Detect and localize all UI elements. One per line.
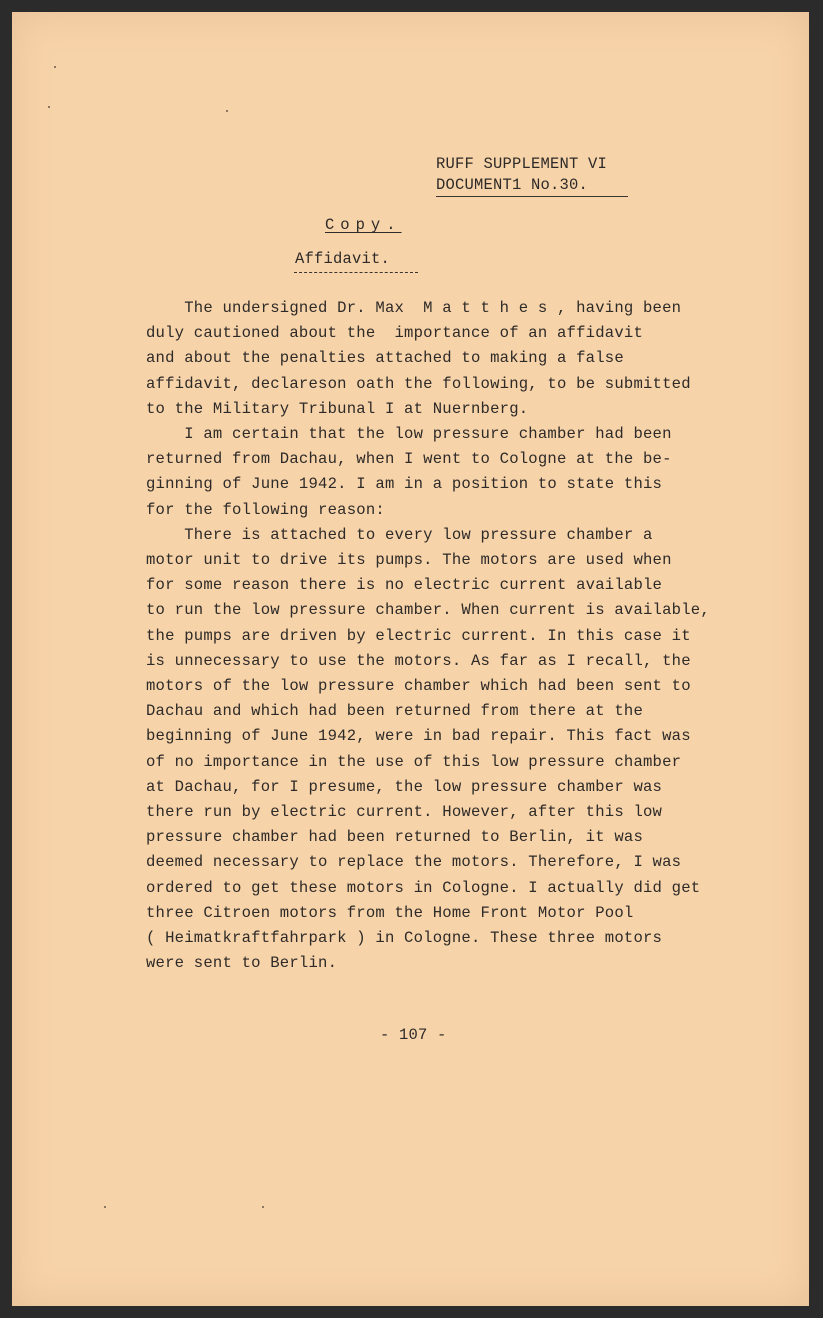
body-line: and about the penalties attached to making a false (146, 349, 624, 368)
body-line: three Citroen motors from the Home Front Motor Pool (146, 903, 634, 922)
affidavit-title: Affidavit. (295, 250, 391, 268)
body-line: returned from Dachau, when I went to Cologne at the be- (146, 450, 672, 469)
body-line: ( Heimatkraftfahrpark ) in Cologne. These three motors (146, 929, 663, 948)
paper-speck (104, 1206, 106, 1208)
body-line: motors of the low pressure chamber which had been sent to (146, 677, 691, 696)
body-line: ordered to get these motors in Cologne. I actually did get (146, 878, 701, 897)
body-line: deemed necessary to replace the motors. Therefore, I was (146, 853, 682, 872)
document-page (12, 12, 809, 1306)
body-line: duly cautioned about the importance of an affidavit (146, 324, 644, 343)
paper-speck (262, 1206, 264, 1208)
body-line: affidavit, declareson oath the following, to be submitted (146, 374, 691, 393)
affidavit-body (146, 296, 766, 976)
supplement-label: RUFF SUPPLEMENT VI (436, 155, 608, 173)
paper-speck (48, 106, 50, 108)
document-header (436, 154, 628, 197)
body-line: for some reason there is no electric current available (146, 576, 663, 595)
body-line: is unnecessary to use the motors. As far as I recall, the (146, 651, 691, 670)
body-line: ginning of June 1942. I am in a position to state this (146, 475, 663, 494)
document-number: DOCUMENT1 No.30. (436, 175, 628, 197)
body-line: were sent to Berlin. (146, 954, 338, 973)
body-line: to the Military Tribunal I at Nuernberg. (146, 399, 529, 418)
copy-title: Copy. (325, 216, 402, 234)
body-line: the pumps are driven by electric current. In this case it (146, 626, 691, 645)
paper-speck (226, 110, 228, 112)
paper-speck (54, 66, 56, 68)
body-line: I am certain that the low pressure chamber had been (146, 425, 672, 444)
body-line: to run the low pressure chamber. When current is available, (146, 601, 710, 620)
body-line: There is attached to every low pressure chamber a (146, 525, 653, 544)
body-line: beginning of June 1942, were in bad repair. This fact was (146, 727, 691, 746)
body-line: Dachau and which had been returned from there at the (146, 702, 644, 721)
body-line: of no importance in the use of this low pressure chamber (146, 752, 682, 771)
body-line: pressure chamber had been returned to Berlin, it was (146, 828, 644, 847)
body-line: The undersigned Dr. Max M a t t h e s , having been (146, 299, 682, 317)
body-line: for the following reason: (146, 500, 385, 519)
body-line: motor unit to drive its pumps. The motors are used when (146, 551, 672, 570)
title-underline (294, 272, 418, 273)
page-number: - 107 - (380, 1026, 447, 1044)
body-line: at Dachau, for I presume, the low pressure chamber was (146, 777, 663, 796)
body-line: there run by electric current. However, after this low (146, 803, 663, 822)
